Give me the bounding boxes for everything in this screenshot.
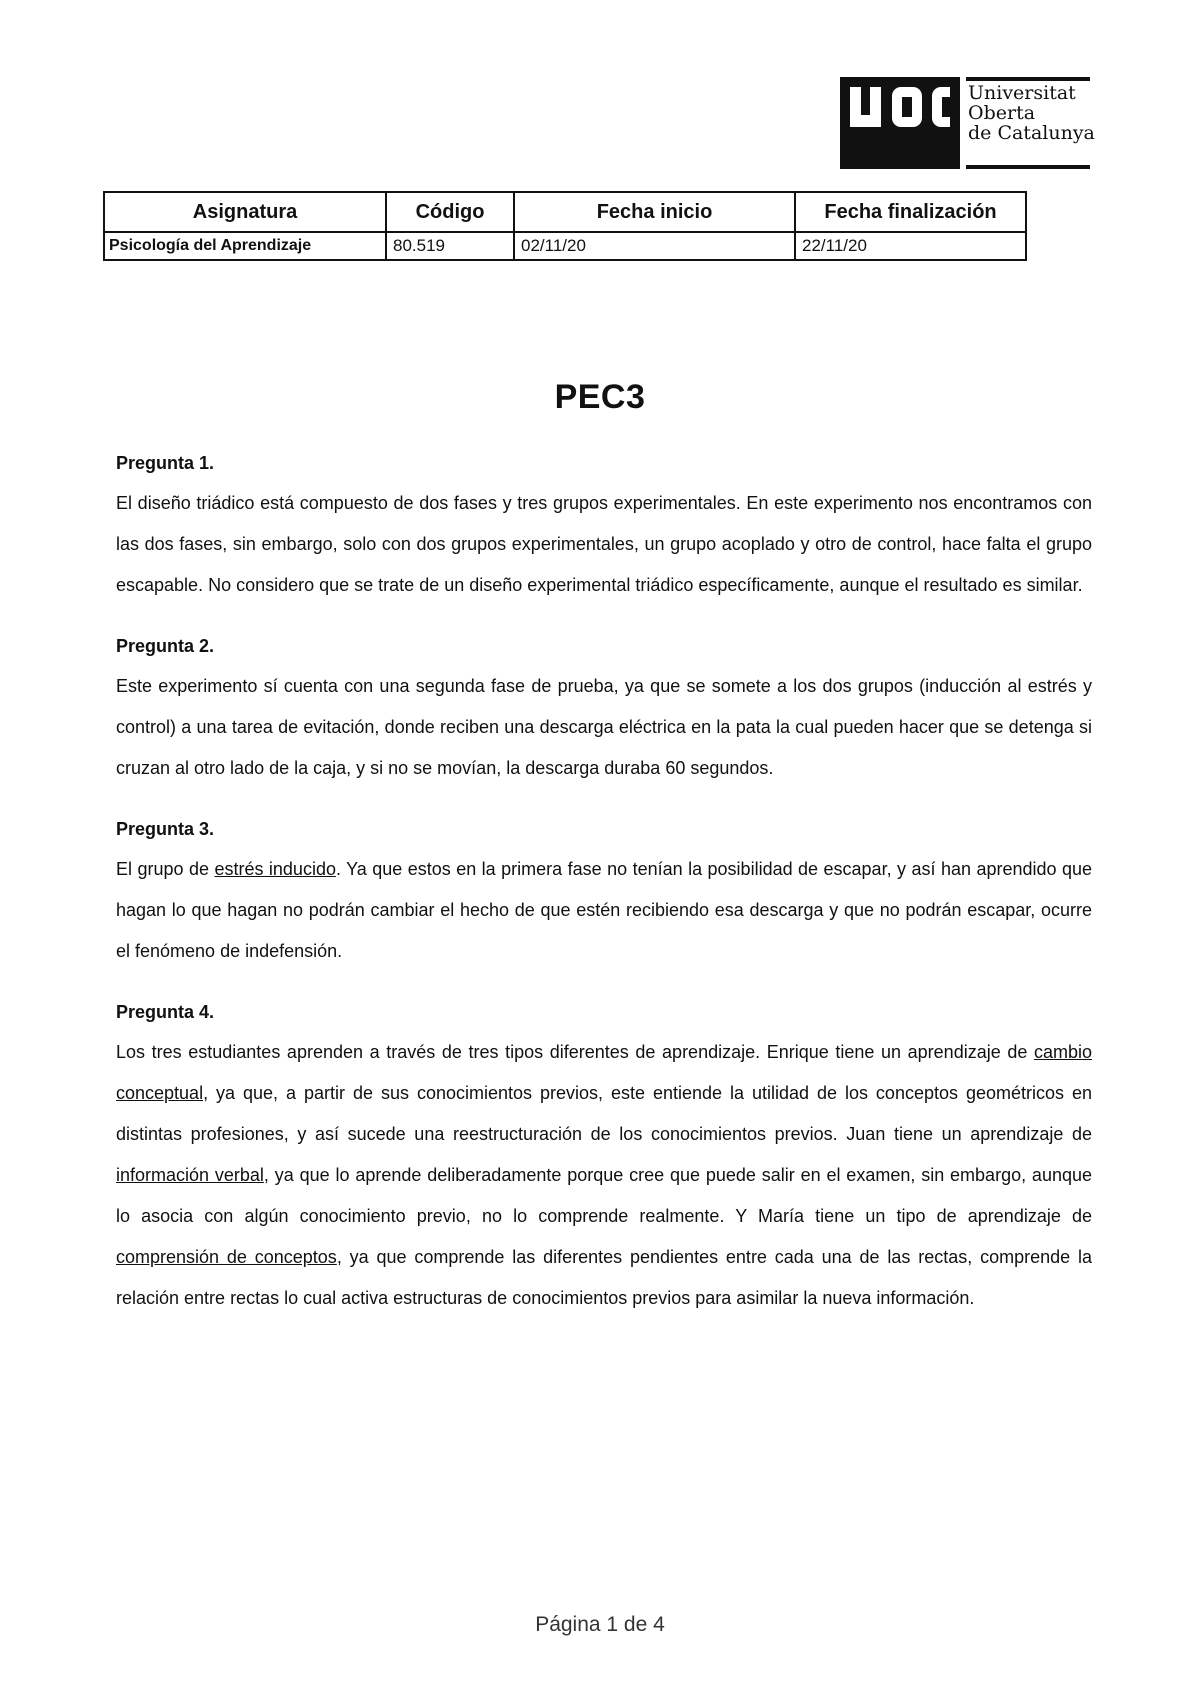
answer-text: , ya que comprende las diferentes pendientes entre cada una de las rectas, comprende la relación entre rectas lo cual activa estructuras de conocimientos previos para asimilar la nueva información. — [116, 1247, 1092, 1308]
question-heading: Pregunta 4. — [116, 1002, 215, 1022]
header-codigo: Código — [386, 192, 514, 232]
answer-text: El diseño triádico está compuesto de dos fases y tres grupos experimentales. En este experimento nos encontramos con las dos fases, sin embargo, solo con dos grupos experimentales, un grupo acoplado y otro de control, hace falta el grupo escapable. No considero que se trate de un diseño experimental triádico específicamente, aunque el resultado es similar. — [116, 493, 1092, 595]
answer-text: El grupo de — [116, 859, 215, 879]
answer-text: , ya que lo aprende deliberadamente porque cree que puede salir en el examen, sin embargo, aunque lo asocia con algún conocimiento previo, no lo comprende realmente. Y María tiene un tipo de aprendizaje de — [116, 1165, 1092, 1226]
cell-fecha-finalizacion: 22/11/20 — [795, 232, 1026, 260]
cell-asignatura: Psicología del Aprendizaje — [104, 232, 386, 260]
question-heading: Pregunta 2. — [116, 636, 215, 656]
table-row — [104, 232, 1026, 260]
underlined-term: estrés inducido — [214, 859, 336, 879]
question-answer — [116, 666, 1092, 789]
answer-text: , ya que, a partir de sus conocimientos previos, este entiende la utilidad de los conceptos geométricos en distintas profesiones, y así sucede una reestructuración de los conocimientos previos. Juan tiene un aprendizaje de — [116, 1083, 1092, 1144]
header-fecha-inicio: Fecha inicio — [514, 192, 795, 232]
header-fecha-finalizacion: Fecha finalización — [795, 192, 1026, 232]
questions-section — [116, 451, 1092, 1347]
answer-text: Los tres estudiantes aprenden a través de tres tipos diferentes de aprendizaje. Enrique tiene un aprendizaje de — [116, 1042, 1034, 1062]
question-heading: Pregunta 3. — [116, 819, 215, 839]
question-answer — [116, 1032, 1092, 1319]
question-answer — [116, 483, 1092, 606]
logo-line-2: Oberta — [968, 102, 1036, 124]
uoc-logo — [840, 77, 1095, 169]
answer-text: Este experimento sí cuenta con una segunda fase de prueba, ya que se somete a los dos grupos (inducción al estrés y control) a una tarea de evitación, donde reciben una descarga eléctrica en la pata la cual pueden hacer que se detenga si cruzan al otro lado de la caja, y si no se movían, la descarga duraba 60 segundos. — [116, 676, 1092, 778]
header-asignatura: Asignatura — [104, 192, 386, 232]
answer-text: . Ya que estos en la primera fase no tenían la posibilidad de escapar, y así han aprendido que hagan lo que hagan no podrán cambiar el hecho de que estén recibiendo esa descarga y que no podrán escapar, ocurre el fenómeno de indefensión. — [116, 859, 1092, 961]
table-header-row — [104, 192, 1026, 232]
underlined-term: información verbal — [116, 1165, 264, 1185]
page-footer: Página 1 de 4 — [535, 1613, 665, 1636]
logo-line-1: Universitat — [968, 82, 1076, 104]
question-answer — [116, 849, 1092, 972]
logo-line-3: de Catalunya — [968, 122, 1095, 144]
underlined-term: cambio conceptual — [116, 1042, 1092, 1103]
question-heading: Pregunta 1. — [116, 453, 215, 473]
question-block — [116, 634, 1092, 789]
course-info-table — [103, 191, 1027, 261]
logo-rules — [966, 77, 1090, 169]
page-title: PEC3 — [554, 378, 646, 416]
cell-fecha-inicio: 02/11/20 — [514, 232, 795, 260]
question-block — [116, 451, 1092, 606]
question-block — [116, 1000, 1092, 1319]
cell-codigo: 80.519 — [386, 232, 514, 260]
uoc-logo-mark — [840, 77, 965, 169]
underlined-term: comprensión de conceptos — [116, 1247, 337, 1267]
question-block — [116, 817, 1092, 972]
